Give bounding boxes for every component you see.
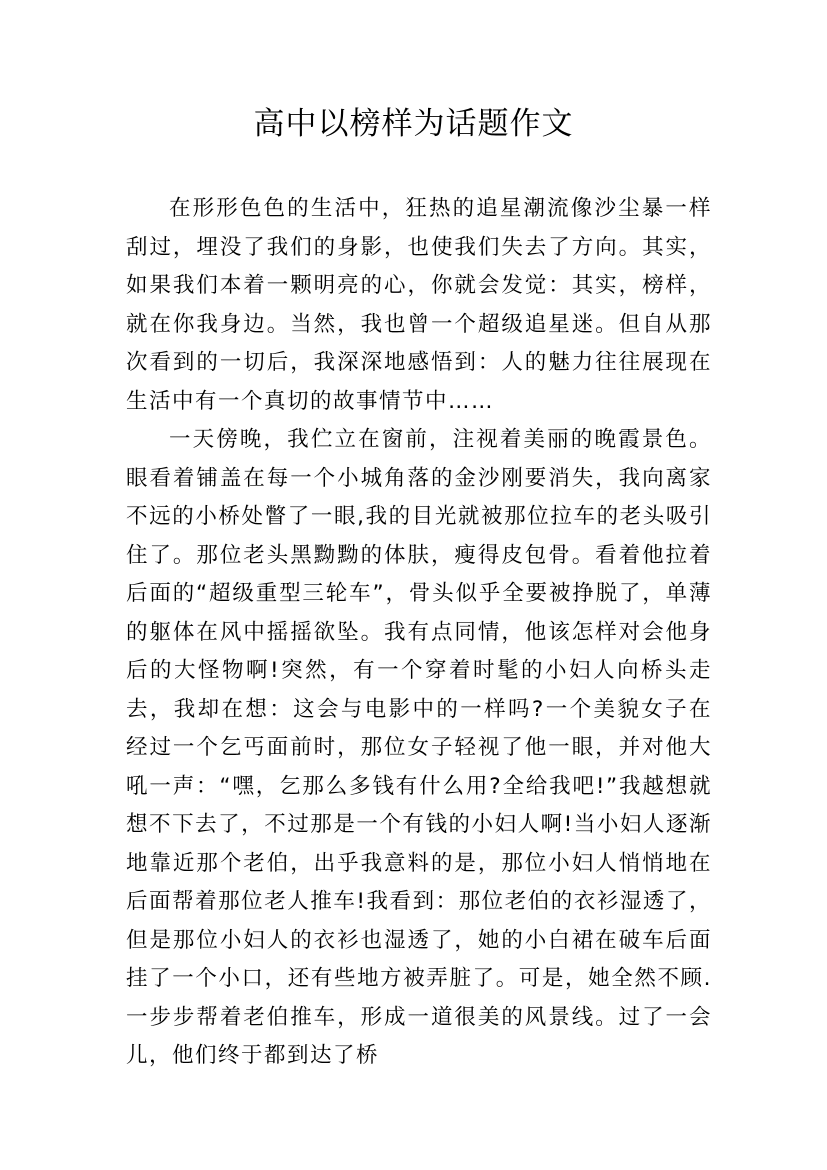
paragraph-2: 一天傍晚，我伫立在窗前，注视着美丽的晚霞景色。眼看着铺盖在每一个小城角落的金沙刚要消失，我向离家不远的小桥处瞥了一眼,我的目光就被那位拉车的老头吸引住了。那位老头黑黝黝的体肤，瘦得皮包骨。看着他拉着后面的“超级重型三轮车”，骨头似乎全要被挣脱了，单薄的躯体在风中摇摇欲坠。我有点同情，他该怎样对会他身后的大怪物啊!突然，有一个穿着时髦的小妇人向桥头走去，我却在想：这会与电影中的一样吗?一个美貌女子在经过一个乞丐面前时，那位女子轻视了他一眼，并对他大吼一声：“嘿，乞那么多钱有什么用?全给我吧!”我越想就想不下去了，不过那是一个有钱的小妇人啊!当小妇人逐渐地靠近那个老伯，出乎我意料的是，那位小妇人悄悄地在后面帮着那位老人推车!我看到：那位老伯的衣衫湿透了，但是那位小妇人的衣衫也湿透了，她的小白裙在破车后面挂了一个小口，还有些地方被弄脏了。可是，她全然不顾.一步步帮着老伯推车，形成一道很美的风景线。过了一会儿，他们终于都到达了桥	[126, 427, 712, 1068]
document-title: 高中以榜样为话题作文	[253, 106, 574, 142]
paragraph-1: 在形形色色的生活中，狂热的追星潮流像沙尘暴一样刮过，埋没了我们的身影，也使我们失去了方向。其实，如果我们本着一颗明亮的心，你就会发觉：其实，榜样，就在你我身边。当然，我也曾一个超级追星迷。但自从那次看到的一切后，我深深地感悟到：人的魅力往往展现在生活中有一个真切的故事情节中……	[126, 196, 712, 414]
document-body	[126, 190, 712, 1076]
